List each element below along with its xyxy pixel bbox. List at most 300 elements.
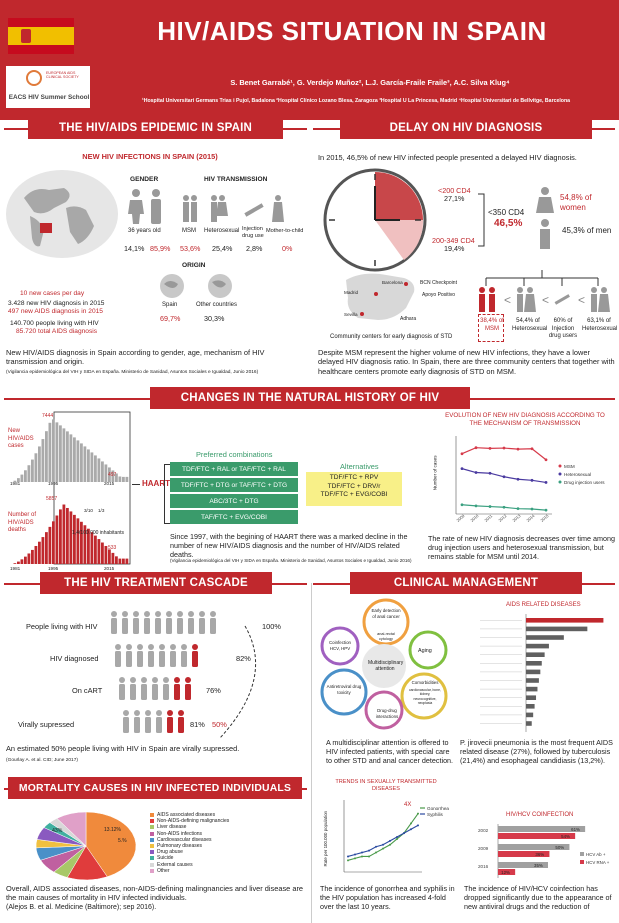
person-icon	[130, 677, 136, 683]
aids-bar	[526, 713, 533, 718]
aids-bar-chart	[470, 612, 616, 738]
sti-point	[375, 852, 377, 854]
evo-legend-marker	[559, 465, 562, 468]
person-icon	[123, 710, 129, 716]
coinf-chart	[476, 824, 616, 880]
peak-deaths: 5857	[46, 496, 58, 502]
person-icon	[188, 611, 194, 617]
legend-label: Other	[157, 867, 170, 874]
page-title: HIV/AIDS SITUATION IN SPAIN	[157, 16, 547, 46]
cascade-source: (Gourlay A. et al. CID; June 2017)	[6, 758, 78, 763]
svg-text:<: <	[578, 293, 586, 307]
map-label-checkpoint: BCN Checkpoint	[420, 280, 457, 286]
legend-swatch	[150, 856, 154, 860]
evo-point	[531, 447, 534, 450]
sti-legend-label: Gonorrhea	[427, 806, 449, 811]
evo-point	[545, 458, 548, 461]
histogram-bar	[105, 546, 108, 564]
evo-x-tick: 2012	[497, 513, 508, 523]
map-label-bcn: Barcelona	[382, 280, 403, 285]
legend-label: Cardiovascular diseases	[157, 836, 212, 843]
coinf-value: 12%	[501, 870, 510, 875]
cd4-349-value: 19,4%	[444, 244, 465, 253]
year-1995-b: 1995	[48, 566, 59, 571]
mortality-pie	[34, 810, 138, 882]
aids-bar	[526, 661, 542, 666]
year-1995-a: 1995	[48, 481, 59, 486]
origin-label: ORIGIN	[182, 262, 206, 269]
tr-value-msm: 53,6%	[180, 244, 201, 253]
evo-point	[517, 448, 520, 451]
evo-point	[517, 478, 520, 481]
person-icon	[192, 651, 198, 667]
sti-point	[410, 828, 412, 830]
cd4-350-value: 46,5%	[494, 218, 523, 229]
group-icons	[476, 286, 612, 314]
histogram-bar	[77, 518, 80, 564]
histogram-bar	[115, 556, 118, 564]
sti-legend-label: Syphilis	[427, 812, 443, 817]
bracket	[476, 192, 488, 248]
women-men-icons	[534, 186, 556, 250]
person-icon	[148, 651, 154, 667]
logo-org-text: EUROPEAN AIDS CLINICAL SOCIETY	[46, 71, 79, 80]
gender-label: GENDER	[130, 176, 159, 183]
evo-point	[489, 472, 492, 475]
legend-swatch	[150, 813, 154, 817]
gender-icons	[124, 188, 170, 224]
group-hetero: 54,4% of Heterosexual	[512, 318, 548, 332]
tr-label-msm: MSM	[182, 228, 196, 234]
evo-legend-marker	[559, 481, 562, 484]
epidemic-band: THE HIV/AIDS EPIDEMIC IN SPAIN	[28, 117, 283, 139]
evo-chart	[432, 432, 612, 532]
person-icon	[170, 651, 176, 667]
histogram-bar	[63, 428, 66, 482]
histogram-bar	[101, 461, 104, 482]
histogram-bar	[66, 431, 69, 482]
person-icon	[141, 677, 147, 683]
legend-swatch	[150, 869, 154, 873]
histogram-bar	[38, 542, 41, 564]
sti-point	[354, 857, 356, 859]
histogram-bar	[66, 508, 69, 564]
person-icon	[133, 611, 139, 617]
coinf-year: 2002	[478, 828, 489, 833]
evo-point	[545, 481, 548, 484]
mortality-band: MORTALITY CAUSES IN HIV INFECTED INDIVIDUALS	[8, 777, 302, 799]
person-icon	[178, 710, 184, 716]
sti-chart	[330, 796, 450, 880]
histogram-bar	[94, 455, 97, 482]
histogram-bar	[42, 537, 45, 564]
person-icon	[148, 644, 154, 650]
transmission-icons	[180, 194, 298, 224]
histogram-bar	[122, 559, 125, 564]
histogram-bar	[28, 553, 31, 564]
histogram-bar	[52, 419, 55, 482]
sti-point	[403, 832, 405, 834]
histogram-bar	[77, 440, 80, 482]
cascade-row-3: On cART	[72, 686, 103, 695]
natural-source: (Vigilancia epidemiológica del VIH y SIDA en España. Ministerio de Sanidad, Asuntos Sociales e Igualdad, Junio 2016)	[170, 558, 412, 563]
evo-x-tick: 2013	[511, 513, 522, 523]
delay-intro: In 2015, 46,5% of new HIV infected people presented a delayed HIV diagnosis.	[318, 153, 577, 162]
stat-4: 85.720 total AIDS diagnosis	[16, 328, 98, 335]
coinf-value: 61%	[571, 827, 580, 832]
year-2015-a: 2015	[104, 481, 115, 486]
person-icon	[137, 651, 143, 667]
evo-legend-marker	[559, 473, 562, 476]
histogram-bar	[119, 476, 122, 482]
preferred-title: Preferred combinations	[196, 450, 273, 459]
aids-title: AIDS RELATED DISEASES	[506, 602, 581, 608]
epidemic-source: (Vigilancia epidemiológica del VIH y SIDA en España. Ministerio de Sanidad, Asuntos Sociales e Igualdad, Junio 2016)	[6, 370, 259, 375]
aids-bar	[526, 695, 536, 700]
coinf-title: HIV/HCV COINFECTION	[506, 812, 574, 818]
school-logo-box	[6, 66, 90, 108]
histogram-bar	[38, 446, 41, 482]
diag-node-3: Comorbidities	[411, 680, 439, 685]
end-cases: 497	[108, 472, 117, 478]
histogram-bar	[56, 516, 59, 564]
diag-node-2: Aging	[418, 648, 432, 654]
group-hetero2: 63,1% of Heterosexual	[582, 318, 618, 332]
person-icon	[156, 717, 162, 733]
sti-point	[347, 855, 349, 857]
combo-3: ABC/3TC + DTG	[170, 494, 298, 508]
histogram-bar	[45, 532, 48, 564]
map-label-adhara: Adhara	[400, 316, 417, 322]
histogram-bar	[63, 505, 66, 564]
evo-point	[503, 447, 506, 450]
histogram-bar	[122, 477, 125, 482]
histogram-bar	[31, 460, 34, 482]
person-icon	[167, 717, 173, 733]
person-icon	[115, 644, 121, 650]
cascade-body: An estimated 50% people living with HIV in Spain are virally supressed.	[6, 744, 240, 753]
origin-label-other: Other countries	[196, 302, 238, 308]
histogram-bar	[91, 452, 94, 482]
cd4-350: <350 CD4	[488, 208, 525, 217]
person-icon	[134, 710, 140, 716]
histogram-bar	[73, 437, 76, 482]
person-icon	[199, 611, 205, 617]
eacs-logo-icon	[26, 70, 42, 86]
evo-point	[475, 471, 478, 474]
map-label-apoyo: Apoyo Positivo	[422, 292, 456, 298]
person-icon	[159, 651, 165, 667]
transmission-label: HIV TRANSMISSION	[204, 176, 268, 183]
sti-point	[389, 840, 391, 842]
coinf-value: 54%	[561, 834, 570, 839]
pie-label-2: 13.12%	[104, 827, 121, 833]
coinf-legend-swatch	[580, 860, 584, 864]
svg-text:<: <	[504, 293, 512, 307]
mortality-legend	[150, 812, 300, 874]
legend-label: Non-AIDS-defining malignancies	[157, 818, 230, 825]
histogram-bar	[56, 422, 59, 482]
men-stat: 45,3% of men	[562, 226, 612, 235]
pie-label-1: 43%	[52, 828, 63, 834]
diag-node-4: Drug-drug interactions	[375, 708, 399, 719]
origin-icons	[158, 272, 248, 302]
origin-label-spain: Spain	[162, 302, 178, 308]
evo-point	[475, 504, 478, 507]
evo-legend-label: Drug injection users	[564, 480, 605, 485]
stat-1: 3.428 new HIV diagnosis in 2015	[8, 300, 105, 307]
legend-label: AIDS associated diseases	[157, 812, 216, 819]
cd4-200-value: 27,1%	[444, 194, 465, 203]
person-icon	[134, 717, 140, 733]
person-icon	[185, 677, 191, 683]
clock-diagram	[320, 166, 430, 274]
small-b: 1/3	[98, 508, 105, 513]
histogram-bar	[108, 549, 111, 564]
tr-value-hetero: 25,4%	[212, 244, 233, 253]
person-icon	[166, 618, 172, 634]
gender-f: 14,1%	[124, 244, 145, 253]
stat-2: 497 new AIDS diagnosis in 2015	[8, 308, 103, 315]
histogram-bar	[17, 562, 20, 564]
cascade-pct-3: 76%	[206, 686, 221, 695]
histogram-bar	[98, 539, 101, 564]
sti-body: The incidence of gonorrhea and syphilis in the HIV population has increased 4-fold over the last 10 years.	[320, 884, 455, 911]
evo-legend-label: Heterosexual	[564, 472, 592, 477]
person-icon	[119, 677, 125, 683]
histogram-bar	[80, 443, 83, 482]
aids-bar	[526, 678, 539, 683]
delay-band: DELAY ON HIV DIAGNOSIS	[340, 117, 592, 139]
histogram-bar	[49, 423, 52, 482]
histogram-bar	[42, 439, 45, 482]
person-icon	[177, 611, 183, 617]
sti-point	[368, 850, 370, 852]
legend-label: Liver disease	[157, 824, 187, 831]
histogram-bar	[80, 522, 83, 564]
aids-bar	[526, 618, 603, 623]
histogram-bar	[35, 546, 38, 564]
svg-text:<: <	[542, 293, 550, 307]
legend-item	[150, 868, 300, 874]
end-deaths: 533	[108, 545, 117, 551]
sti-point	[410, 822, 412, 824]
person-icon	[199, 618, 205, 634]
sti-point	[389, 844, 391, 846]
person-icon	[178, 717, 184, 733]
coinf-legend-swatch	[580, 852, 584, 856]
histogram-bar	[98, 458, 101, 482]
evo-point	[503, 506, 506, 509]
person-icon	[210, 618, 216, 634]
tr-label-hetero: Heterosexual	[204, 228, 240, 234]
pie-label-3: 5.%	[118, 838, 127, 844]
year-1981-b: 1981	[10, 566, 21, 571]
person-icon	[170, 644, 176, 650]
clinical-body: A multidisciplinar attention is offered to HIV infected patients, with special care to other STD and anal cancer detection.	[326, 738, 454, 765]
sti-mult: 4X	[404, 802, 412, 808]
legend-swatch	[150, 844, 154, 848]
deaths-label: Number of HIV/AIDS deaths	[8, 512, 37, 533]
person-icon	[126, 651, 132, 667]
histogram-bar	[70, 511, 73, 564]
evo-point	[461, 452, 464, 455]
aids-bar	[526, 635, 564, 640]
cascade-pct-2: 82%	[236, 654, 251, 663]
legend-label: Pulmonary diseases	[157, 843, 203, 850]
affiliations: ¹Hospital Universitari Germans Trias i Pujol, Badalona ²Hospital Clínico Lozano Blesa, Zaragoza ³Hospital U La Princesa, Madrid ⁴Hospital Universitari de Bellvitge, Barcelona	[141, 98, 571, 104]
histogram-bar	[21, 475, 24, 482]
coinf-legend-label: HCV Ab +	[586, 852, 606, 857]
alt-3: TDF/FTC + EVG/COBI	[320, 491, 388, 499]
person-icon	[152, 677, 158, 683]
tr-label-mtc: Mother-to-child	[266, 228, 304, 234]
histogram-bar	[112, 553, 115, 564]
person-icon	[115, 651, 121, 667]
histogram-bar	[35, 453, 38, 482]
histogram-bar	[59, 509, 62, 564]
cascade-row-4: Virally supressed	[18, 720, 75, 729]
legend-swatch	[150, 838, 154, 842]
person-icon	[119, 684, 125, 700]
person-icon	[111, 611, 117, 617]
map-label-sev: Sevilla	[344, 312, 358, 317]
aids-bar	[526, 687, 537, 692]
delay-body: Despite MSM represent the higher volume of new HIV infections, they have a lower delayed HIV diagnosis ratio. In Spain, there are three community centers that together with healthcare centers promote early diagnosis of STD on MSM.	[318, 348, 615, 376]
tr-label-idu: Injection drug use	[242, 226, 264, 239]
aids-bar	[526, 670, 540, 675]
clinical-band: CLINICAL MANAGEMENT	[350, 572, 582, 594]
histogram-bar	[24, 470, 27, 482]
group-msm: 38,4% of MSM	[480, 318, 504, 332]
histogram-bar	[101, 543, 104, 564]
sti-ylabel: Rate per 100.000 population	[322, 811, 328, 867]
person-icon	[185, 684, 191, 700]
evo-point	[475, 446, 478, 449]
histogram-bar	[49, 527, 52, 564]
legend-swatch	[150, 825, 154, 829]
epidemic-subtitle: NEW HIV INFECTIONS IN SPAIN (2015)	[82, 152, 218, 161]
sti-point	[368, 855, 370, 857]
evo-x-tick: 2011	[483, 513, 494, 523]
person-icon	[133, 618, 139, 634]
person-icon	[181, 651, 187, 667]
alt-title: Alternatives	[340, 462, 379, 471]
sti-point	[354, 854, 356, 856]
evo-point	[531, 508, 534, 511]
sti-point	[396, 838, 398, 840]
legend-swatch	[150, 819, 154, 823]
person-icon	[126, 644, 132, 650]
histogram-bar	[21, 559, 24, 564]
new-cases-label: New HIV/AIDS cases	[8, 428, 34, 449]
aids-bar	[526, 652, 545, 657]
evo-point	[489, 505, 492, 508]
diag-node-1: Early detection of anal cancer	[371, 608, 401, 619]
cd4-349: 200-349 CD4	[432, 236, 475, 245]
person-icon	[192, 644, 198, 650]
natural-body: Since 1997, with the begining of HAART there was a marked decline in the number of new HIV/AIDS diagnosis and the number of HIV/AIDS related deaths.	[170, 532, 408, 559]
cascade-overall: 50%	[212, 720, 227, 729]
aids-bar	[526, 721, 532, 726]
legend-swatch	[150, 850, 154, 854]
person-icon	[145, 717, 151, 733]
histogram-bar	[119, 559, 122, 564]
gender-m: 85,9%	[150, 244, 171, 253]
person-icon	[155, 618, 161, 634]
person-icon	[155, 611, 161, 617]
epidemic-body: New HIV/AIDS diagnosis in Spain according to gender, age, mechanism of HIV transmission and origin.	[6, 348, 265, 367]
evo-ylabel: Number of cases	[432, 455, 438, 491]
evo-point	[545, 509, 548, 512]
person-icon	[145, 710, 151, 716]
histogram-bar	[45, 431, 48, 482]
person-icon	[166, 611, 172, 617]
group-idu: 60% of Injection drug users	[548, 318, 578, 339]
evo-x-tick: 2015	[539, 513, 550, 523]
person-icon	[156, 710, 162, 716]
coinf-legend-label: HCV RNA +	[586, 860, 610, 865]
person-icon	[152, 684, 158, 700]
evo-point	[461, 467, 464, 470]
person-icon	[141, 684, 147, 700]
coinf-value: 35%	[534, 863, 543, 868]
evo-series-line	[462, 448, 546, 460]
histogram-bar	[105, 464, 108, 482]
evo-point	[461, 503, 464, 506]
origin-value-other: 30,3%	[204, 314, 225, 323]
sti-point	[361, 855, 363, 857]
person-icon	[163, 677, 169, 683]
histogram-bar	[126, 559, 129, 564]
combo-2: TDF/FTC + DTG or TAF/FTC + DTG	[170, 478, 298, 492]
histogram-bar	[70, 434, 73, 482]
person-icon	[111, 618, 117, 634]
sti-point	[347, 859, 349, 861]
authors: S. Benet Garrabé¹, G. Verdejo Muñoz², L.J. García-Fraile Fraile³, A.C. Silva Klug⁴	[230, 78, 510, 87]
cascade-people	[110, 608, 260, 744]
sti-point	[375, 846, 377, 848]
sti-point	[396, 836, 398, 838]
coinf-year: 2016	[478, 864, 489, 869]
histogram-bar	[84, 446, 87, 482]
spain-flag	[8, 18, 74, 54]
mortality-body: Overall, AIDS associated diseases, non-AIDS-defining malingnancies and liver disease are the main causes of mortality in HIV infected individuals.	[6, 884, 304, 903]
tr-value-mtc: 0%	[282, 244, 293, 253]
evo-x-tick: 2010	[469, 513, 480, 523]
year-1981-a: 1981	[10, 481, 21, 486]
person-icon	[181, 644, 187, 650]
evo-title: EVOLUTION OF NEW HIV DIAGNOSIS ACCORDING TO THE MECHANISM OF TRANSMISSION	[445, 412, 605, 427]
diag-node-5: Antiretroviral drug toxicity	[326, 684, 362, 695]
sti-series-line	[348, 825, 418, 856]
histogram-bar	[28, 465, 31, 482]
cases-per-day: 10 new cases per day	[20, 290, 85, 297]
coinf-value: 36%	[535, 852, 545, 857]
person-icon	[122, 611, 128, 617]
evo-point	[517, 507, 520, 510]
diag-center: Multidisciplinary attention	[368, 660, 404, 673]
legend-label: Non-AIDS infections	[157, 830, 203, 837]
coinf-body: The incidence of HIV/HCV coinfection has dropped significantly due to the appearance of new antiviral drugs and the reduction of	[464, 884, 612, 911]
cd4-200: <200 CD4	[438, 186, 471, 195]
alt-1: TDF/FTC + RPV	[329, 474, 379, 481]
haart-label: HAART	[142, 479, 170, 488]
sti-title: TRENDS IN SEXUALLY TRANSMITTED DISEASES	[335, 779, 437, 792]
legend-swatch	[150, 832, 154, 836]
histogram-bar	[14, 563, 17, 564]
alt-box	[306, 472, 402, 506]
